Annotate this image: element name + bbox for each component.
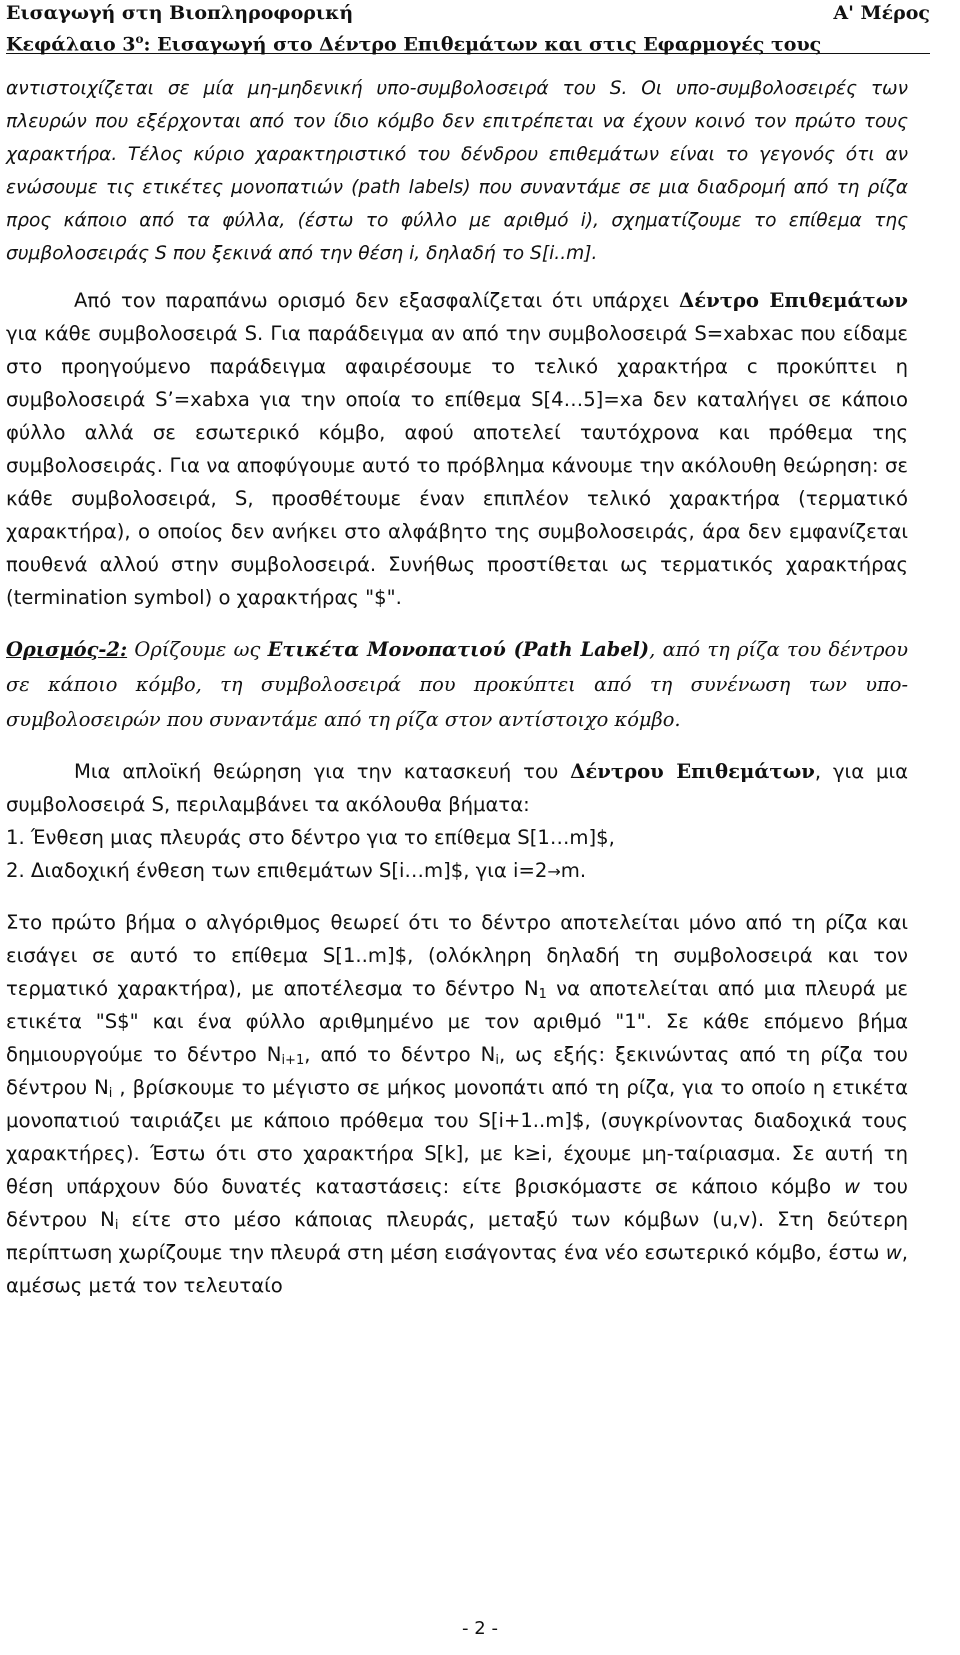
definition-term: Ετικέτα Μονοπατιού (Path Label) <box>267 638 650 661</box>
step-2: 2. Διαδοχική ένθεση των επιθεμάτων S[i…m]$, για i=2→m. <box>6 859 587 882</box>
header-rule <box>6 53 930 54</box>
definition-2: Ορισμός-2: Ορίζουμε ως Ετικέτα Μονοπατιού (Path Label), από τη ρίζα του δέντρου σε κάποιο κόμβο, τη συμβολοσειρά που προκύπτει από τη συνένωση των υπο-συμβολοσειρών που συναντάμε από τη ρίζα στον αντίστοιχο κόμβο. <box>6 638 908 731</box>
step-1: 1. Ένθεση μιας πλευράς στο δέντρο για το επίθεμα S[1…m]$, <box>6 826 615 849</box>
paragraph-1: αντιστοιχίζεται σε μία μη-μηδενική υπο-συμβολοσειρά του S. Οι υπο-συμβολοσειρές των πλευρών που εξέρχονται από τον ίδιο κόμβο δεν επιτρέπεται να έχουν κοινό τον πρώτο τους χαρακτήρα. Τέλος κύριο χαρακτηριστικό του δένδρου επιθεμάτων είναι το γεγονός ότι αν ενώσουμε τις ετικέτες μονοπατιών (path labels) που συναντάμε σε μια διαδρομή από τη ρίζα προς κάποιο από τα φύλλα, (έστω το φύλλο με αριθμό i), σχηματίζουμε το επίθεμα της συμβολοσειράς S που ξεκινά από την θέση i, δηλαδή το S[i..m]. <box>6 78 908 264</box>
page-body <box>6 72 908 1302</box>
chapter-title: Κεφάλαιο $3^o$: Εισαγωγή στο Δέντρο Επιθεμάτων και στις Εφαρμογές τους <box>6 32 822 56</box>
book-title: Εισαγωγή στη Βιοπληροφορική <box>6 2 354 24</box>
page-number: - 2 - <box>462 1618 498 1639</box>
page-header <box>6 0 930 56</box>
bold-term: Δέντρο Επιθεμάτων <box>679 289 908 312</box>
part-label: Α' Μέρος <box>833 2 930 24</box>
paragraph-3: Μια απλοϊκή θεώρηση για την κατασκευή του Δέντρου Επιθεμάτων, για μια συμβολοσειρά S, περιλαμβάνει τα ακόλουθα βήματα: <box>6 760 909 816</box>
bold-term-2: Δέντρου Επιθεμάτων <box>570 760 815 783</box>
paragraph-4: Στο πρώτο βήμα ο αλγόριθμος θεωρεί ότι το δέντρο αποτελείται μόνο από τη ρίζα και εισάγει σε αυτό το επίθεμα S[1..m]$, (ολόκληρη δηλαδή τη συμβολοσειρά και τον τερματικό χαρακτήρα), με αποτέλεσμα το δέντρο $N_1$ να αποτελείται από μια πλευρά με ετικέτα "S$" και ένα φύλλο αριθμημένο με τον αριθμό "1". Σε κάθε επόμενο βήμα δημιουργούμε το δέντρο $N_{i+1}$, από το δέντρο $N_i$, ως εξής: ξεκινώντας από τη ρίζα του δέντρου $N_i$ , βρίσκουμε το μέγιστο σε μήκος μονοπάτι από τη ρίζα, για το οποίο η ετικέτα μονοπατιού ταιριάζει με κάποιο πρόθεμα του S[i+1..m]$, (συγκρίνοντας διαδοχικά τους χαρακτήρες). Έστω ότι στο χαρακτήρα S[k], με k≥i, έχουμε μη-ταίριασμα. Σε αυτή τη θέση υπάρχουν δύο δυνατές καταστάσεις: είτε βρισκόμαστε σε κάποιο κόμβο w του δέντρου $N_i$ είτε στο μέσο κάποιας πλευράς, μεταξύ των κόμβων (u,v). Στη δεύτερη περίπτωση χωρίζουμε την πλευρά στη μέση εισάγοντας ένα νέο εσωτερικό κόμβο, έστω w, αμέσως μετά τον τελευταίο <box>6 911 909 1297</box>
arrow-icon: → <box>547 862 561 881</box>
paragraph-2: Από τον παραπάνω ορισμό δεν εξασφαλίζεται ότι υπάρχει Δέντρο Επιθεμάτων για κάθε συμβολοσειρά S. Για παράδειγμα αν από την συμβολοσειρά S=xabxac που είδαμε στο προηγούμενο παράδειγμα αφαιρέσουμε το τελικό χαρακτήρα c προκύπτει η συμβολοσειρά S’=xabxa για την οποία το επίθεμα S[4…5]=xa δεν καταλήγει σε κάποιο φύλλο αλλά σε εσωτερικό κόμβο, αφού αποτελεί ταυτόχρονα και πρόθεμα της συμβολοσειράς. Για να αποφύγουμε αυτό το πρόβλημα κάνουμε την ακόλουθη θεώρηση: σε κάθε συμβολοσειρά, S, προσθέτουμε έναν επιπλέον τελικό χαρακτήρα (τερματικό χαρακτήρα), ο οποίος δεν ανήκει στο αλφάβητο της συμβολοσειράς, άρα δεν εμφανίζεται πουθενά αλλού στην συμβολοσειρά. Συνήθως προστίθεται ως τερματικός χαρακτήρας (termination symbol) ο χαρακτήρας "$". <box>6 289 908 609</box>
definition-label: Ορισμός-2: <box>6 638 128 661</box>
